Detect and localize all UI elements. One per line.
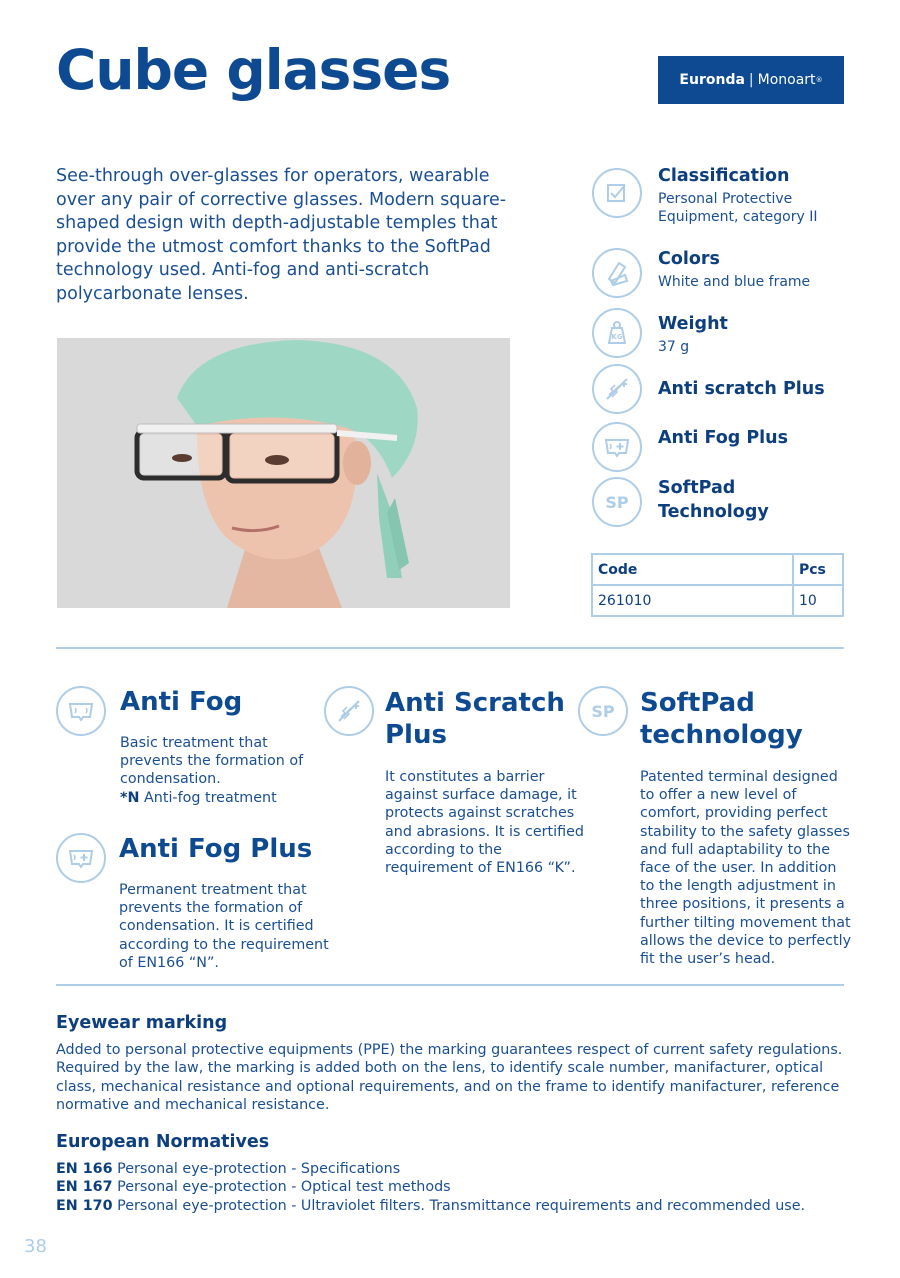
spec-title: Classification <box>658 166 790 186</box>
table-header-row <box>592 554 843 585</box>
page-number: 38 <box>24 1236 47 1257</box>
normatives-title: European Normatives <box>56 1132 270 1152</box>
spec-title: Colors <box>658 249 720 269</box>
normative-item <box>56 1178 856 1196</box>
brand-euronda: Euronda <box>679 72 745 88</box>
color-swatch-icon <box>592 248 642 298</box>
spec-title: Weight <box>658 314 728 334</box>
feature-softpad-title: SoftPad technology <box>640 688 803 750</box>
product-description: See-through over-glasses for operators, wearable over any pair of corrective glasses. Modern square-shaped design with depth-adjustable temples that provide the utmost comfort thanks to the SoftPad technology used. Anti-fog and anti-scratch polycarbonate lenses. <box>56 166 507 304</box>
normative-desc: Personal eye-protection - Optical test methods <box>112 1179 451 1196</box>
weight-icon <box>592 308 642 358</box>
eyewear-marking-text: Added to personal protective equipments (PPE) the marking guarantees respect of current safety regulations. Required by the law, the marking is added both on the lens, to identify scale number, manifacturer, optical class, mechanical resistance and optional requirements, and on the frame to identify manifacturer, reference normative and mechanical resistance. <box>56 1042 843 1114</box>
spec-anti-scratch-text <box>658 379 858 399</box>
spec-value: Personal Protective Equipment, category II <box>658 191 818 225</box>
normative-item <box>56 1197 856 1215</box>
feature-anti-fog-icon-wrap <box>56 686 106 736</box>
page-title: Cube glasses <box>56 38 451 102</box>
cell-code: 261010 <box>592 585 793 616</box>
brand-separator: | <box>748 72 754 88</box>
feature-anti-fog-desc: Basic treatment that prevents the formation of condensation. <box>120 735 304 788</box>
feature-softpad-text: Patented terminal designed to offer a new level of comfort, providing perfect stability to the safety glasses and full adaptability to the face of the user. In addition to the length adjustment in three positions, it presents a further tilting movement that allows the device to perfectly fit the user’s head. <box>640 769 852 968</box>
feature-anti-scratch-icon-wrap <box>324 686 374 736</box>
normative-item <box>56 1160 856 1178</box>
spec-title: Anti scratch Plus <box>658 379 825 399</box>
anti-scratch-icon <box>324 686 374 736</box>
spec-anti-fog-text <box>658 428 858 448</box>
product-photo <box>57 338 510 608</box>
spec-title: Anti Fog Plus <box>658 428 789 448</box>
spec-anti-fog <box>592 422 642 472</box>
normative-desc: Personal eye-protection - Specifications <box>112 1161 401 1177</box>
spec-weight <box>592 308 642 358</box>
feature-anti-fog-plus-title: Anti Fog Plus <box>119 834 313 864</box>
code-table <box>591 553 844 617</box>
feature-anti-fog-note-code: *N <box>120 789 140 806</box>
softpad-icon: SP <box>578 686 628 736</box>
normatives-list <box>56 1160 856 1215</box>
spec-softpad <box>592 477 642 527</box>
brand-monoart: Monoart <box>757 72 816 88</box>
anti-fog-icon <box>592 422 642 472</box>
feature-anti-fog-title: Anti Fog <box>120 687 243 717</box>
feature-anti-fog-plus-icon-wrap <box>56 833 106 883</box>
spec-classification <box>592 168 642 218</box>
eyewear-marking-title: Eyewear marking <box>56 1013 228 1033</box>
normative-code: EN 170 <box>56 1197 113 1214</box>
feature-softpad-icon-wrap <box>578 686 628 736</box>
weight-icon-label: KG <box>611 333 623 341</box>
anti-fog-icon <box>56 686 106 736</box>
softpad-icon: SP <box>592 477 642 527</box>
cell-pcs: 10 <box>793 585 843 616</box>
feature-anti-fog-note: Anti-fog treatment <box>139 789 277 806</box>
spec-classification-text <box>658 166 858 226</box>
registered-mark: ® <box>815 76 823 84</box>
divider <box>56 647 844 649</box>
normative-desc: Personal eye-protection - Ultraviolet filters. Transmittance requirements and recommended use. <box>112 1197 806 1214</box>
feature-anti-scratch-title: Anti Scratch Plus <box>385 688 565 750</box>
spec-value: 37 g <box>658 339 690 355</box>
normative-code: EN 166 <box>56 1161 113 1177</box>
table-row <box>592 585 843 616</box>
spec-softpad-text <box>658 476 788 524</box>
feature-anti-fog-text <box>120 734 310 807</box>
spec-colors <box>592 248 642 298</box>
feature-anti-fog-plus-text: Permanent treatment that prevents the formation of condensation. It is certified according to the requirement of EN166 “N”. <box>119 882 329 971</box>
spec-title: SoftPad Technology <box>658 478 769 522</box>
anti-fog-plus-icon <box>56 833 106 883</box>
normative-code: EN 167 <box>56 1179 113 1196</box>
divider <box>56 984 844 986</box>
header-pcs: Pcs <box>793 554 843 585</box>
brand-badge <box>658 56 844 104</box>
anti-scratch-icon <box>592 364 642 414</box>
header-code: Code <box>592 554 793 585</box>
checkbox-icon <box>592 168 642 218</box>
spec-colors-text <box>658 249 858 291</box>
spec-value: White and blue frame <box>658 274 811 290</box>
spec-weight-text <box>658 314 858 356</box>
spec-anti-scratch <box>592 364 642 414</box>
feature-anti-scratch-text: It constitutes a barrier against surface damage, it protects against scratches and abrasions. It is certified according to the requirement of EN166 “K”. <box>385 769 585 877</box>
